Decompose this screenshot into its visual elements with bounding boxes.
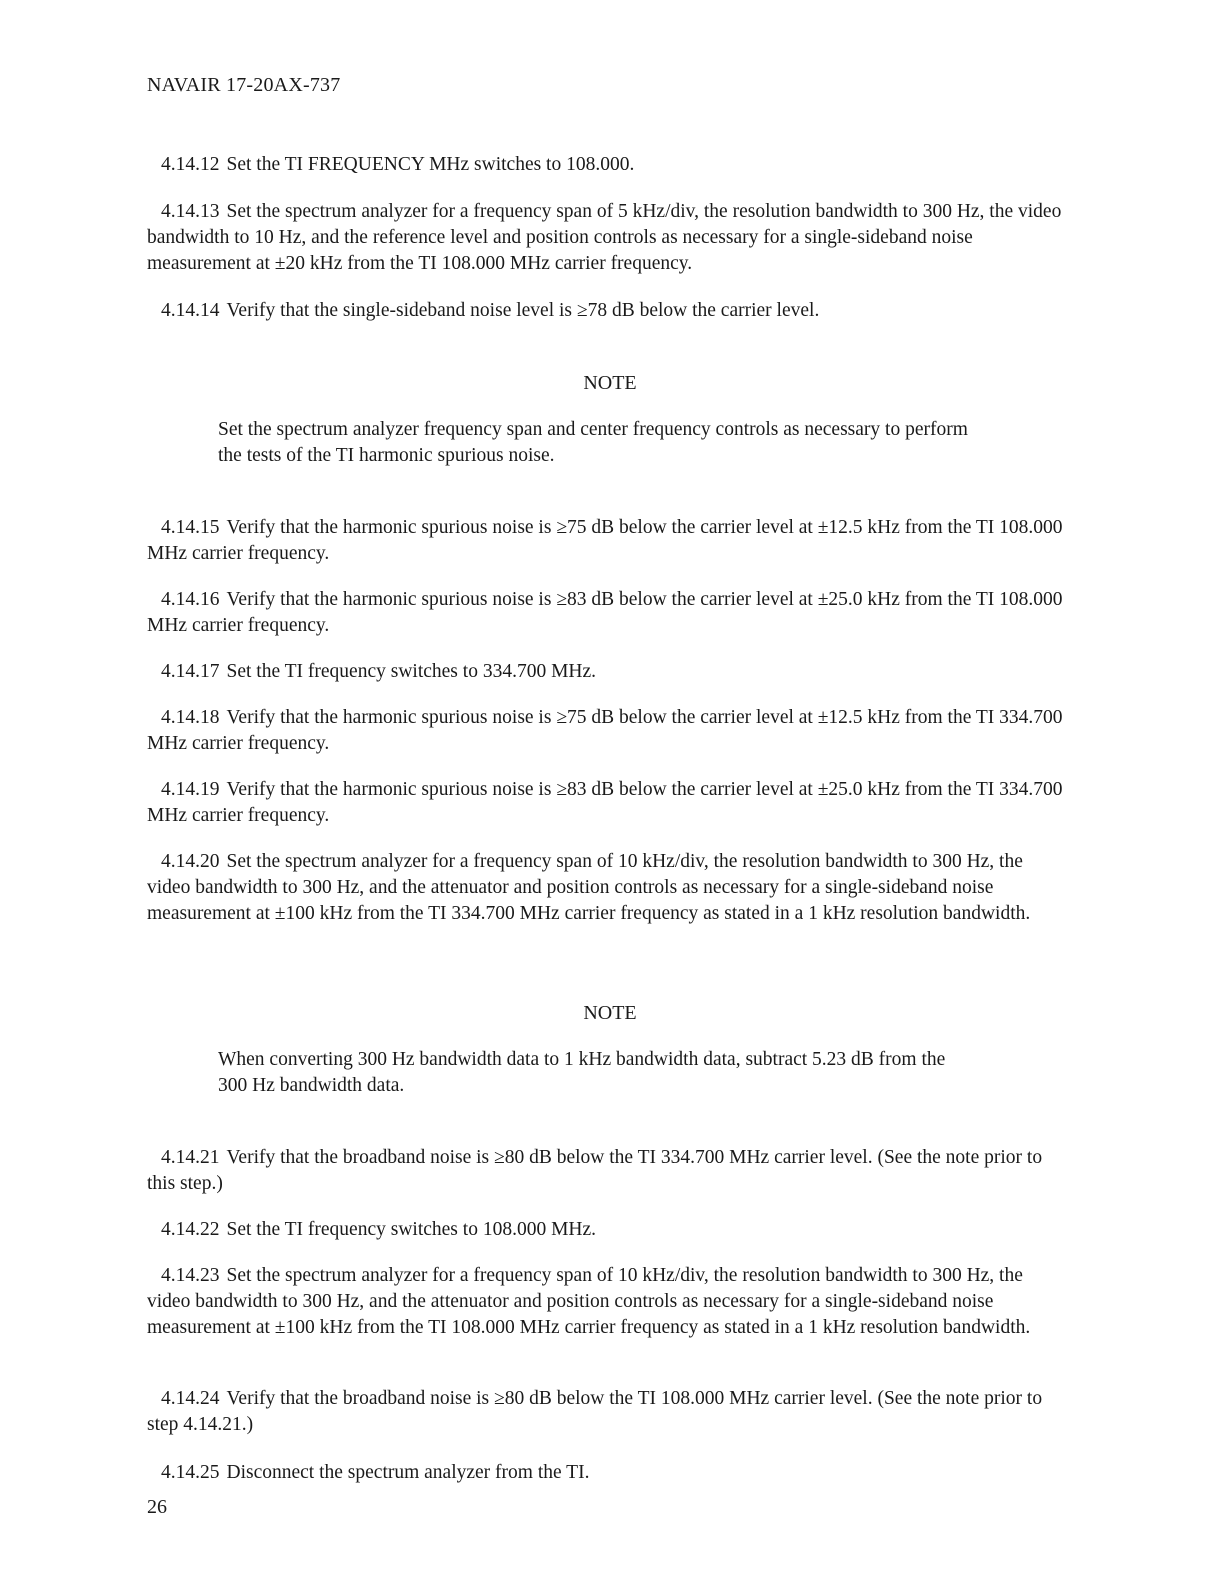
- note-title: NOTE: [583, 1002, 637, 1024]
- step-number: 4.14.15: [161, 517, 220, 538]
- step-text: Verify that the harmonic spurious noise is ≥83 dB below the carrier level at ±25.0 kHz from the TI 334.700 MHz carrier frequency.: [147, 779, 1063, 826]
- step-4-14-17: [147, 659, 1067, 685]
- step-number: 4.14.25: [161, 1462, 220, 1483]
- step-number: 4.14.22: [161, 1219, 220, 1240]
- step-4-14-20: [147, 849, 1067, 927]
- step-text: Disconnect the spectrum analyzer from the TI.: [226, 1462, 590, 1483]
- step-number: 4.14.17: [161, 661, 220, 682]
- step-text: Verify that the harmonic spurious noise is ≥83 dB below the carrier level at ±25.0 kHz from the TI 108.000 MHz carrier frequency.: [147, 589, 1063, 636]
- note-body: Set the spectrum analyzer frequency span and center frequency controls as necessary to perform the tests of the TI harmonic spurious noise.: [218, 419, 968, 466]
- step-4-14-18: [147, 705, 1067, 757]
- step-number: 4.14.21: [161, 1147, 220, 1168]
- step-number: 4.14.20: [161, 851, 220, 872]
- step-4-14-21: [147, 1145, 1067, 1197]
- step-text: Verify that the harmonic spurious noise is ≥75 dB below the carrier level at ±12.5 kHz from the TI 334.700 MHz carrier frequency.: [147, 707, 1063, 754]
- step-text: Verify that the broadband noise is ≥80 dB below the TI 334.700 MHz carrier level. (See the note prior to this step.): [147, 1147, 1043, 1194]
- step-4-14-24: [147, 1386, 1067, 1438]
- step-4-14-19: [147, 777, 1067, 829]
- step-text: Verify that the harmonic spurious noise is ≥75 dB below the carrier level at ±12.5 kHz from the TI 108.000 MHz carrier frequency.: [147, 517, 1063, 564]
- step-text: Set the TI frequency switches to 334.700 MHz.: [226, 661, 597, 682]
- step-text: Set the spectrum analyzer for a frequency span of 5 kHz/div, the resolution bandwidth to 300 Hz, the video bandwidth to 10 Hz, and the reference level and position controls as necessary for a single-sideband noise measurement at ±20 kHz from the TI 108.000 MHz carrier frequency.: [147, 201, 1062, 274]
- step-number: 4.14.19: [161, 779, 220, 800]
- step-number: 4.14.12: [161, 154, 220, 175]
- step-4-14-13: [147, 199, 1067, 277]
- step-number: 4.14.24: [161, 1388, 220, 1409]
- note-body: When converting 300 Hz bandwidth data to 1 kHz bandwidth data, subtract 5.23 dB from the 300 Hz bandwidth data.: [218, 1049, 946, 1096]
- step-number: 4.14.14: [161, 300, 220, 321]
- step-text: Set the TI frequency switches to 108.000 MHz.: [226, 1219, 597, 1240]
- step-text: Verify that the broadband noise is ≥80 dB below the TI 108.000 MHz carrier level. (See the note prior to step 4.14.21.): [147, 1388, 1043, 1435]
- step-4-14-23: [147, 1263, 1067, 1341]
- step-4-14-15: [147, 515, 1067, 567]
- step-number: 4.14.16: [161, 589, 220, 610]
- step-4-14-14: [147, 298, 1067, 324]
- step-4-14-22: [147, 1217, 1067, 1243]
- step-text: Set the spectrum analyzer for a frequency span of 10 kHz/div, the resolution bandwidth to 300 Hz, the video bandwidth to 300 Hz, and the attenuator and position controls as necessary for a single-sideband noise measurement at ±100 kHz from the TI 334.700 MHz carrier frequency as stated in a 1 kHz resolution bandwidth.: [147, 851, 1031, 924]
- step-number: 4.14.18: [161, 707, 220, 728]
- step-text: Set the TI FREQUENCY MHz switches to 108.000.: [226, 154, 635, 175]
- document-id-header: NAVAIR 17-20AX-737: [147, 74, 341, 96]
- step-4-14-16: [147, 587, 1067, 639]
- step-4-14-12: [147, 152, 1067, 178]
- step-text: Set the spectrum analyzer for a frequency span of 10 kHz/div, the resolution bandwidth to 300 Hz, the video bandwidth to 300 Hz, and the attenuator and position controls as necessary for a single-sideband noise measurement at ±100 kHz from the TI 108.000 MHz carrier frequency as stated in a 1 kHz resolution bandwidth.: [147, 1265, 1031, 1338]
- step-text: Verify that the single-sideband noise level is ≥78 dB below the carrier level.: [226, 300, 820, 321]
- step-4-14-25: [147, 1460, 1067, 1486]
- step-number: 4.14.13: [161, 201, 220, 222]
- note-title: NOTE: [583, 372, 637, 394]
- step-number: 4.14.23: [161, 1265, 220, 1286]
- page-number: 26: [147, 1496, 167, 1518]
